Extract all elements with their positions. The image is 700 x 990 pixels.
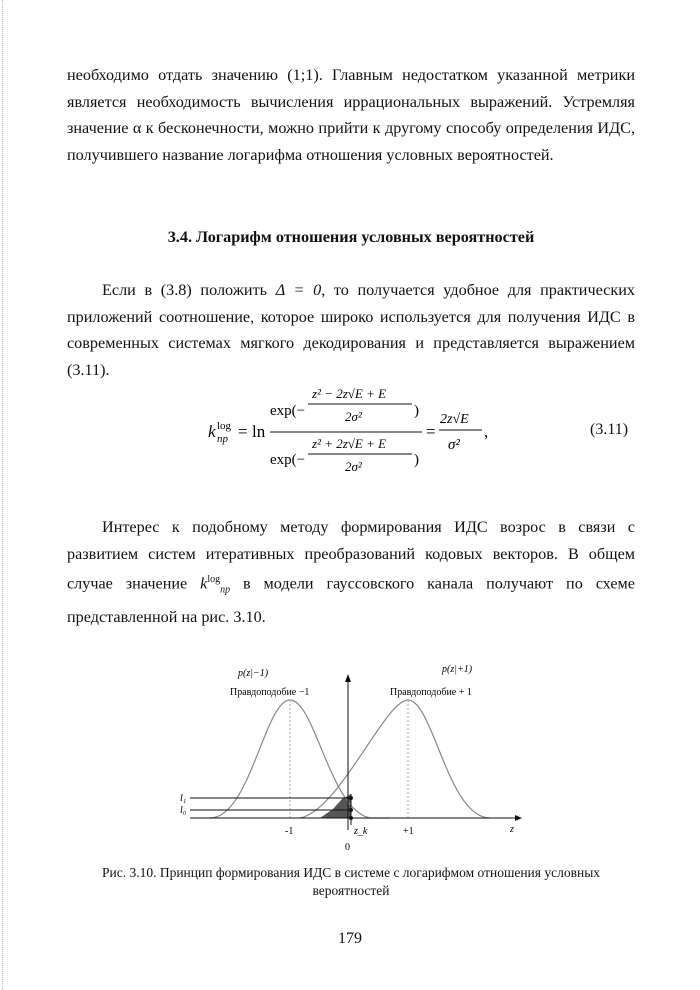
eq-lhs-sup: log (217, 420, 232, 432)
inline-k: k (200, 574, 208, 593)
label-plus-one: +1 (403, 826, 414, 837)
eq-ln: ln (252, 422, 266, 441)
inline-k-sub: np (220, 584, 231, 596)
label-zero: 0 (345, 842, 350, 853)
eq-lhs-k: k (208, 422, 216, 441)
eq-rhs-denominator: σ² (448, 437, 460, 453)
delta-inline: Δ = 0 (275, 281, 322, 299)
figure-caption: Рис. 3.10. Принцип формирования ИДС в системе с логарифмом отношения условных вероятностей (101, 865, 601, 898)
point-l0 (349, 808, 353, 812)
equation-number: (3.11) (590, 421, 629, 438)
eq-equals-1: = (238, 422, 248, 441)
page-edge-dots (2, 0, 4, 990)
section-heading: 3.4. Логарифм отношения условных вероятностей (167, 228, 535, 246)
inline-k-sup: log (207, 574, 221, 586)
point-l1 (349, 796, 353, 800)
z-axis-arrow (515, 815, 522, 821)
paragraph-interest (67, 514, 635, 631)
eq-exp-numerator: exp(− (270, 403, 306, 419)
eq-comma: , (484, 422, 489, 441)
point-zk (349, 816, 353, 820)
paragraph-definition (67, 277, 635, 383)
curve-plus-one (300, 700, 490, 818)
eq-denominator-bottom: 2σ² (345, 459, 362, 474)
page-number: 179 (338, 930, 362, 947)
label-likelihood-minus: Правдоподобие −1 (230, 687, 310, 698)
label-l0: l₀ (180, 805, 187, 816)
label-z: z (510, 824, 514, 835)
paragraph-interest-a: Интерес к подобному методу формирования ИДС возрос в связи с развитием систем итеративных преобразований кодовых векторов. В общем случае значение (67, 518, 635, 593)
paragraph-intro: необходимо отдать значению (1;1). Главным недостатком указанной метрики является необходимость вычисления иррациональных выражений. Устремляя значение α к бесконечности, можно прийти к другому способу определения ИДС, получившего название логарифма отношения условных вероятностей. (67, 66, 635, 164)
label-p-minus: p(z|−1) (238, 668, 269, 679)
paragraph-definition-a: Если в (3.8) положить (102, 281, 276, 299)
label-p-plus: p(z|+1) (442, 664, 473, 675)
eq-numerator-bottom: 2σ² (345, 409, 362, 424)
figure-3-10 (170, 660, 530, 855)
label-l1: l₁ (180, 793, 187, 804)
paragraph-definition-b: , то получается удобное для практических приложений соотношение, которое широко используется для получения ИДС в современных системах мягкого декодирования и представляется выражением (3.11). (67, 281, 635, 379)
eq-equals-2: = (426, 422, 436, 441)
paragraph-interest-b: в модели гауссовского канала получают по схеме представленной на рис. 3.10. (67, 574, 635, 627)
label-zk: z_k (354, 826, 368, 837)
vertical-axis-arrow (345, 674, 351, 682)
eq-numerator-top: z² − 2z√E + E (312, 386, 387, 401)
eq-rhs-numerator: 2z√E (440, 412, 469, 427)
eq-lhs-sub: np (217, 433, 228, 445)
curve-minus-one (210, 700, 390, 818)
eq-denominator-close: ) (414, 452, 419, 468)
label-likelihood-plus: Правдоподобие + 1 (390, 687, 472, 698)
eq-numerator-close: ) (414, 403, 419, 419)
eq-denominator-top: z² + 2z√E + E (312, 436, 387, 451)
equation-3-11 (200, 385, 500, 485)
eq-exp-denominator: exp(− (270, 452, 306, 468)
label-minus-one: -1 (285, 826, 294, 837)
